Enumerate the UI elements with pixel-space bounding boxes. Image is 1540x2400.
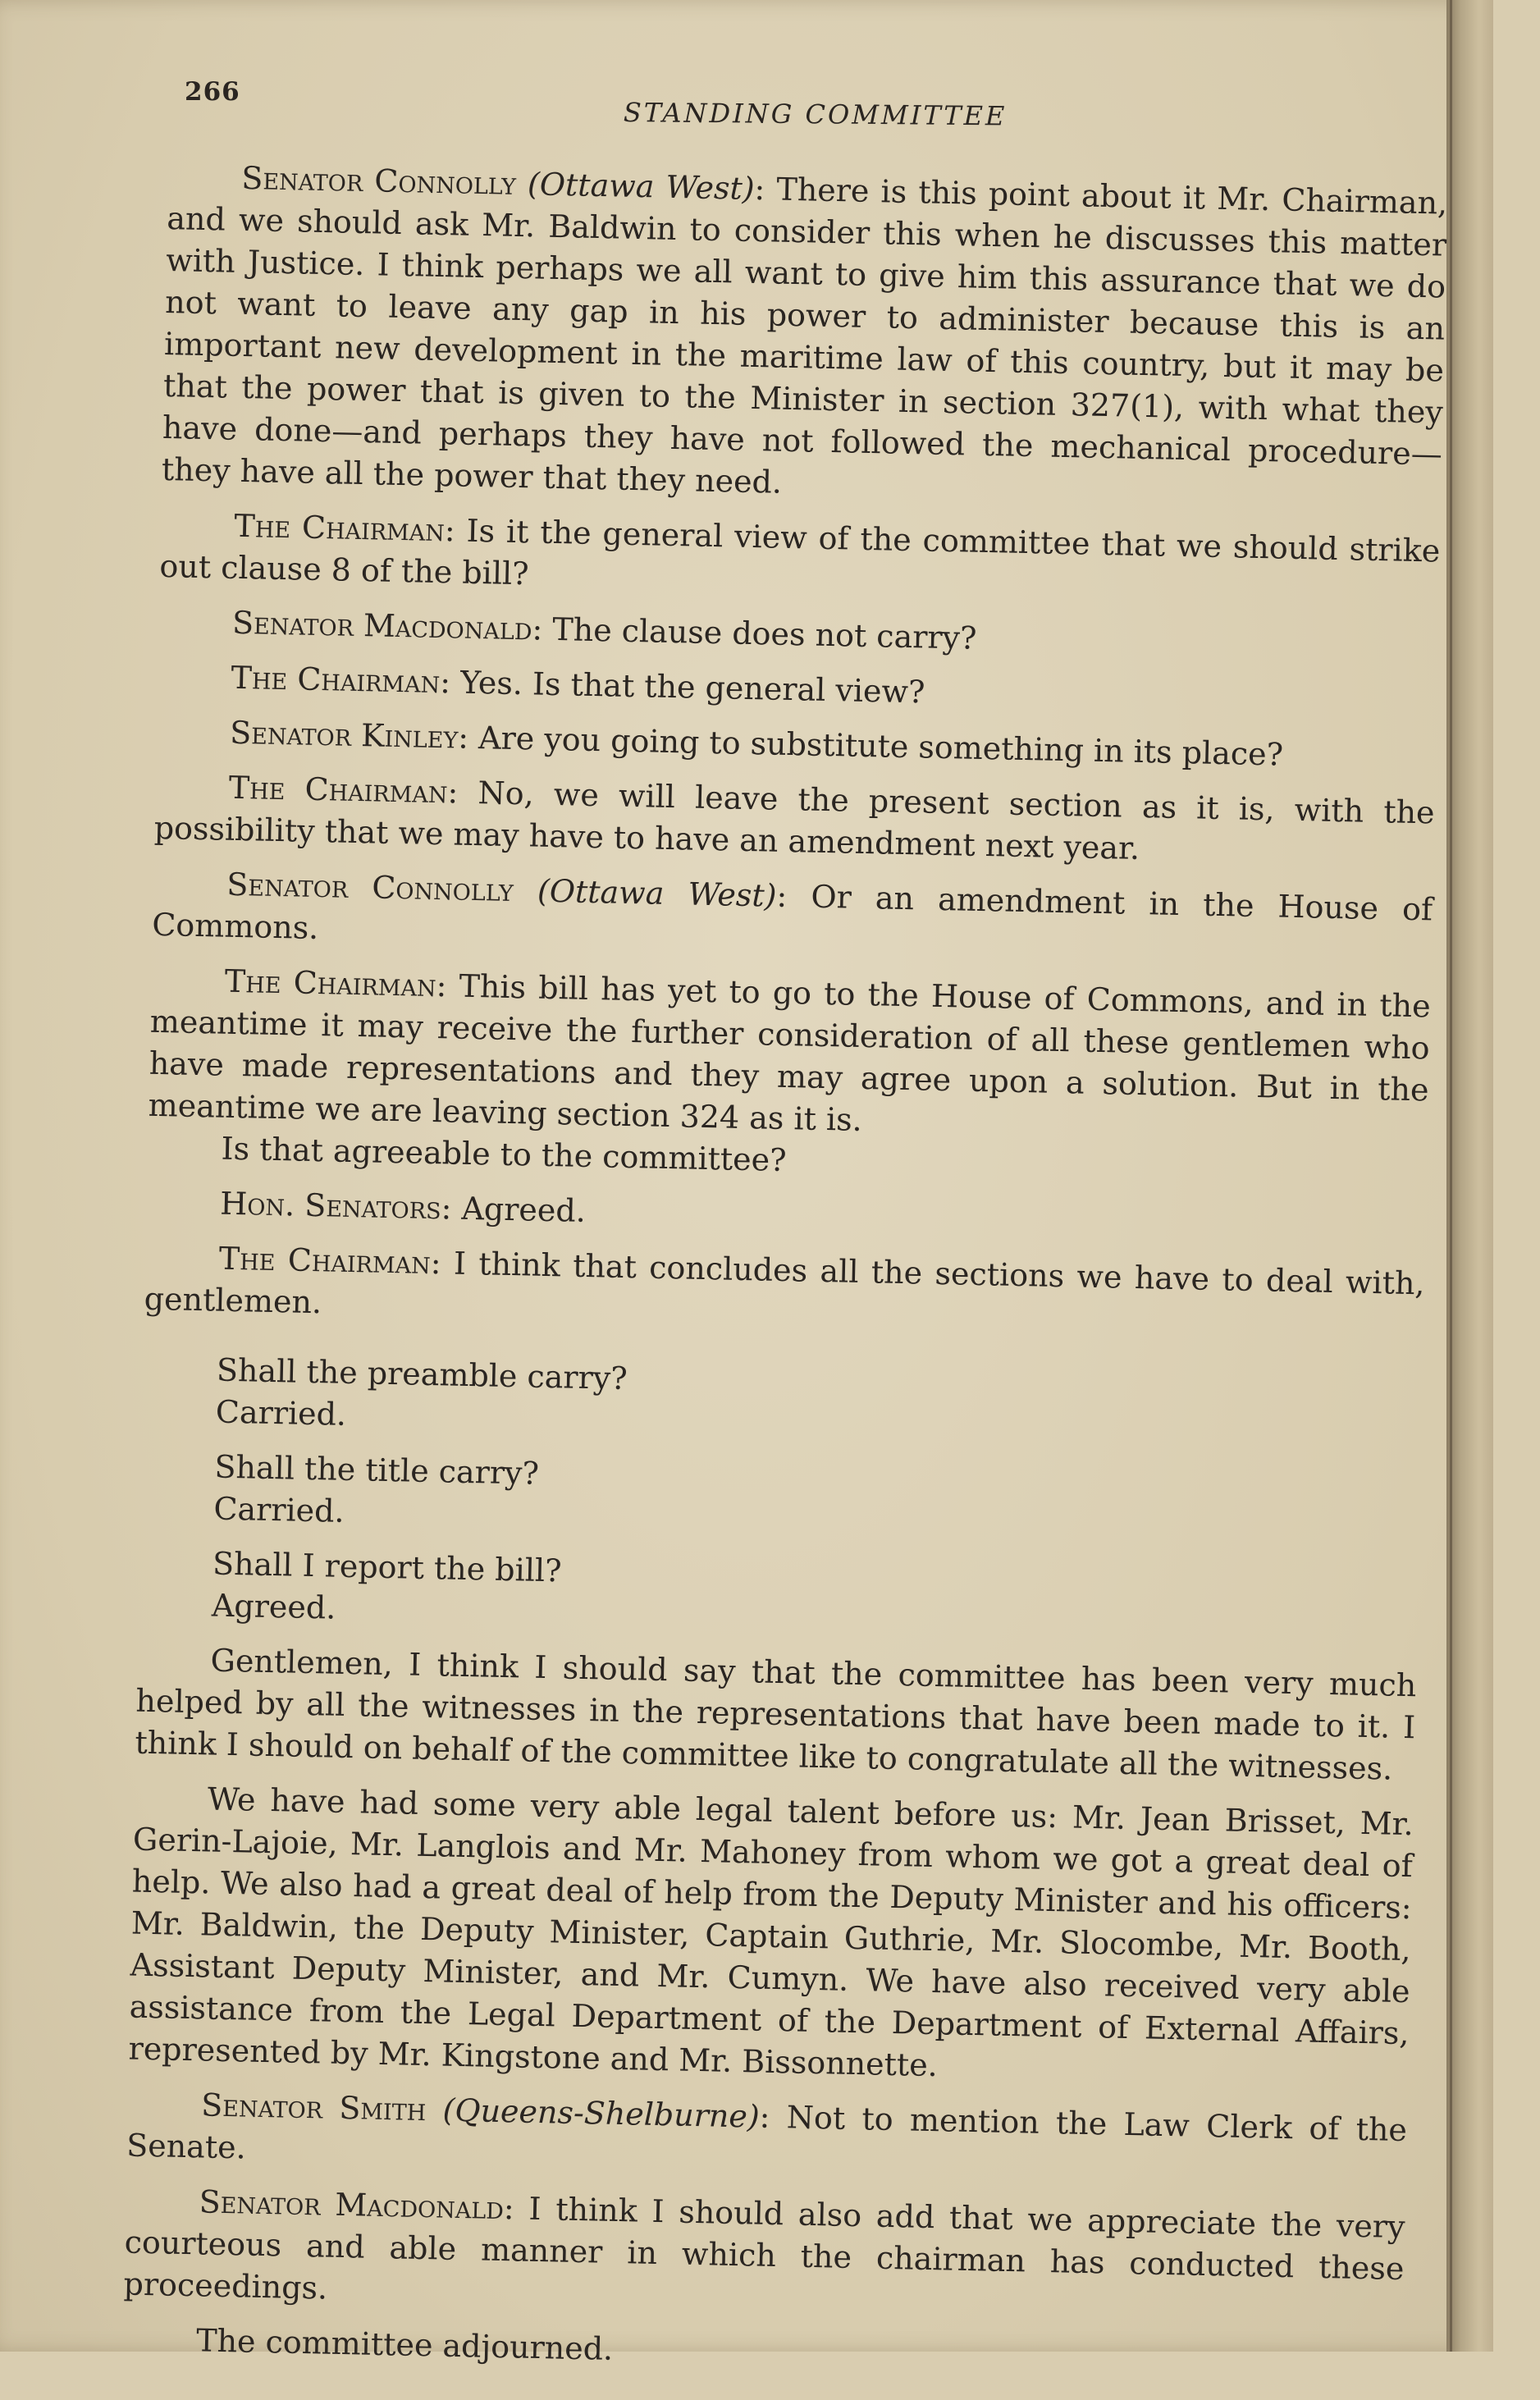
paragraph [135, 1639, 1417, 1791]
paragraph [152, 862, 1433, 973]
paragraph-text: : Or an amendment in the House of Commons. [151, 877, 1433, 947]
speaker: Senator Macdonald [199, 2183, 505, 2227]
question-line: Shall the preamble carry? [216, 1351, 628, 1397]
paragraph-text: Is that agreeable to the committee? [221, 1130, 787, 1179]
speaker-qualifier: (Ottawa West) [527, 166, 756, 207]
paragraph-text: : This bill has yet to go to the House of Commons, and in the meantime it may receive the further consideration of all these gentlemen who have made representations and they may agree upon a solution. But in the meantime we are leaving section 324 as it is. [148, 967, 1432, 1138]
closing-line: The committee adjourned. [195, 2322, 614, 2367]
paragraph-text: : No, we will leave the present section as it is, with the possibility that we may have to have an amendment next year. [153, 774, 1436, 866]
speaker: Hon. Senators [219, 1185, 442, 1227]
paragraph-text: : I think I should also add that we appreciate the very courteous and able manner in which the chairman has conducted these proceedings. [123, 2190, 1405, 2306]
speaker-qualifier: (Queens-Shelburne) [442, 2091, 761, 2135]
transcript-body [121, 156, 1447, 2400]
paragraph [148, 959, 1431, 1154]
speaker: Senator Connolly [240, 159, 517, 202]
paragraph [128, 1777, 1414, 2097]
speaker: Senator Macdonald [231, 604, 532, 647]
paragraph-text: : Agreed. [441, 1190, 587, 1229]
binding-line [1450, 0, 1452, 2352]
paragraph-text: Gentlemen, I think I should say that the committee has been very much helped by all the witnesses in the representations that have been made to it. I think I should on behalf of the committee like to congratulate all the witnesses. [135, 1642, 1417, 1787]
speaker: The Chairman [218, 1240, 432, 1281]
paragraph-text: : Yes. Is that the general view? [439, 664, 925, 711]
speaker: Senator Smith [200, 2087, 427, 2128]
paragraph [159, 504, 1441, 615]
paragraph [153, 766, 1435, 876]
answer-line: Agreed. [211, 1587, 336, 1626]
question-line: Shall I report the bill? [212, 1545, 562, 1589]
question-line: Shall the title carry? [214, 1448, 540, 1492]
speaker: The Chairman [224, 962, 437, 1004]
speaker: The Chairman [231, 659, 441, 701]
paragraph-text: We have had some very able legal talent before us: Mr. Jean Brisset, Mr. Gerin-Lajoie, Mr. Langlois and Mr. Mahoney from whom we got a great deal of help. We also had a great deal of help from the Deputy Minister and his officers: Mr. Baldwin, the Deputy Minister, Captain Guthrie, Mr. Slocombe, Mr. Booth, Assistant Deputy Minister, and Mr. Cumyn. We have also received very able assistance from the Legal Department of the Department of External Affairs, represented by Mr. Kingstone and Mr. Bissonnette. [128, 1781, 1414, 2084]
paragraph [144, 1237, 1425, 1347]
paragraph-text: : There is this point about it Mr. Chairman, and we should ask Mr. Baldwin to consider this when he discusses this matter with Justice. I think perhaps we all want to give him this assurance that we do not want to leave any gap in his power to administer because this is an important new development in the maritime law of this country, but it may be that the power that is given to the Minister in section 327(1), with what they have done—and perhaps they have not followed the mechanical procedure—they have all the power that they need. [161, 170, 1448, 501]
speaker-qualifier: (Ottawa West) [537, 872, 777, 914]
paragraph-text: : Not to mention the Law Clerk of the Senate. [126, 2098, 1408, 2166]
page-number: 266 [185, 77, 240, 107]
page-edge [1446, 0, 1493, 2352]
paragraph [123, 2179, 1405, 2332]
paragraph-text: : I think that concludes all the sections we have to deal with, gentlemen. [144, 1244, 1425, 1321]
running-title: STANDING COMMITTEE [623, 97, 1008, 132]
speaker: The Chairman [228, 769, 448, 811]
speaker: Senator Connolly [226, 866, 514, 909]
paragraph [126, 2082, 1408, 2193]
paragraph-text: : Are you going to substitute something in its place? [457, 719, 1284, 773]
speaker: Senator Kinley [229, 714, 459, 756]
paragraph [161, 156, 1447, 518]
answer-line: Carried. [215, 1393, 347, 1433]
paragraph-text: : The clause does not carry? [532, 610, 977, 656]
paragraph-text: : Is it the general view of the committee that we should strike out clause 8 of the bill? [159, 512, 1441, 592]
answer-line: Carried. [213, 1490, 345, 1529]
speaker: The Chairman [234, 507, 446, 549]
